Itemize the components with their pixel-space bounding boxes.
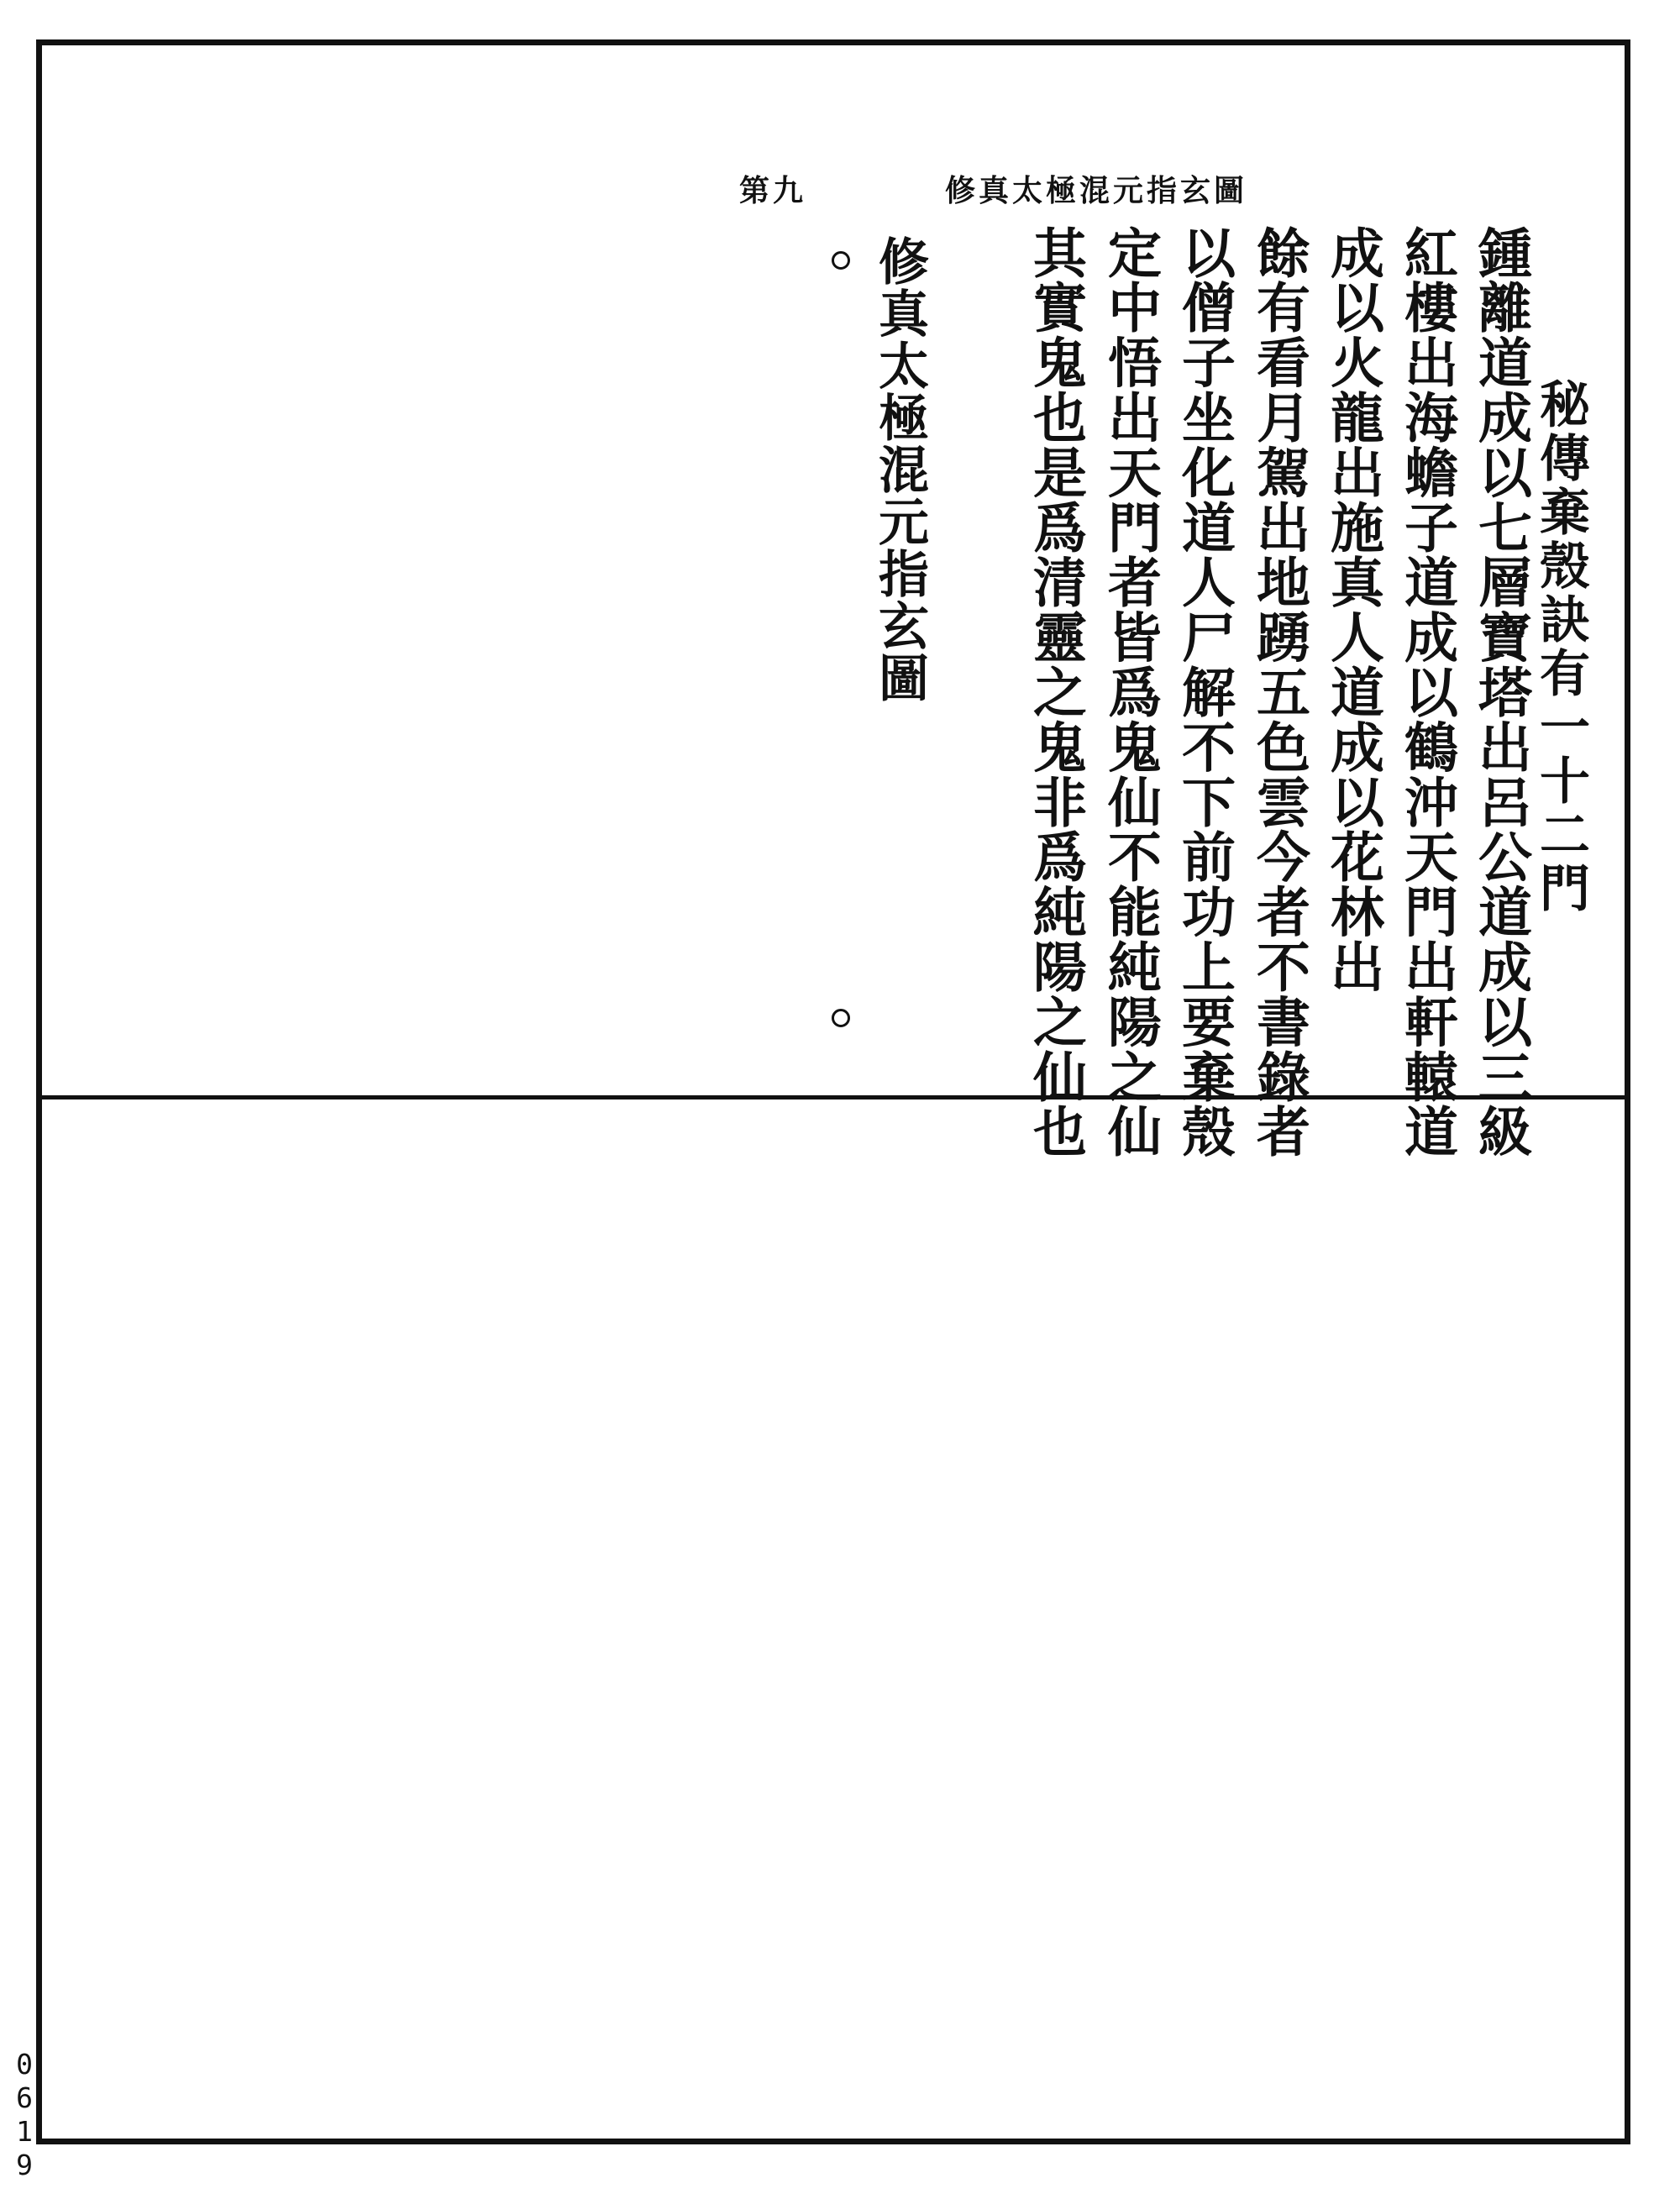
body-column-3: 成以火龍出施真人道成以花林出 bbox=[1321, 225, 1384, 995]
page-number: 0619 bbox=[16, 2048, 33, 2181]
section-title: 修真太極混元指玄圖 bbox=[870, 235, 929, 704]
body-column-6: 定中悟出天門者皆爲鬼仙不能純陽之仙 bbox=[1099, 225, 1162, 1159]
body-column-2: 紅樓出海蟾子道成以鶴沖天門出軒轅道 bbox=[1395, 225, 1458, 1159]
body-column-7: 其實鬼也是爲清靈之鬼非爲純陽之仙也 bbox=[1024, 225, 1087, 1159]
banner-section: 第九 bbox=[739, 172, 807, 208]
circle-mark-bottom bbox=[832, 1009, 850, 1027]
heading: 秘傳棄殼訣有一十二門 bbox=[1531, 378, 1590, 916]
circle-mark-top bbox=[832, 251, 850, 270]
body-column-5: 以僧子坐化道人尸解不下前功上要棄殼 bbox=[1173, 225, 1236, 1159]
body-column-4: 餘有看月駕出地踴五色雲今者不書錄者 bbox=[1247, 225, 1310, 1159]
page-banner bbox=[739, 170, 1247, 207]
body-column-1: 鍾離道成以七層寶塔出呂公道成以三級 bbox=[1469, 225, 1532, 1159]
banner-title: 修真太極混元指玄圖 bbox=[944, 172, 1247, 208]
